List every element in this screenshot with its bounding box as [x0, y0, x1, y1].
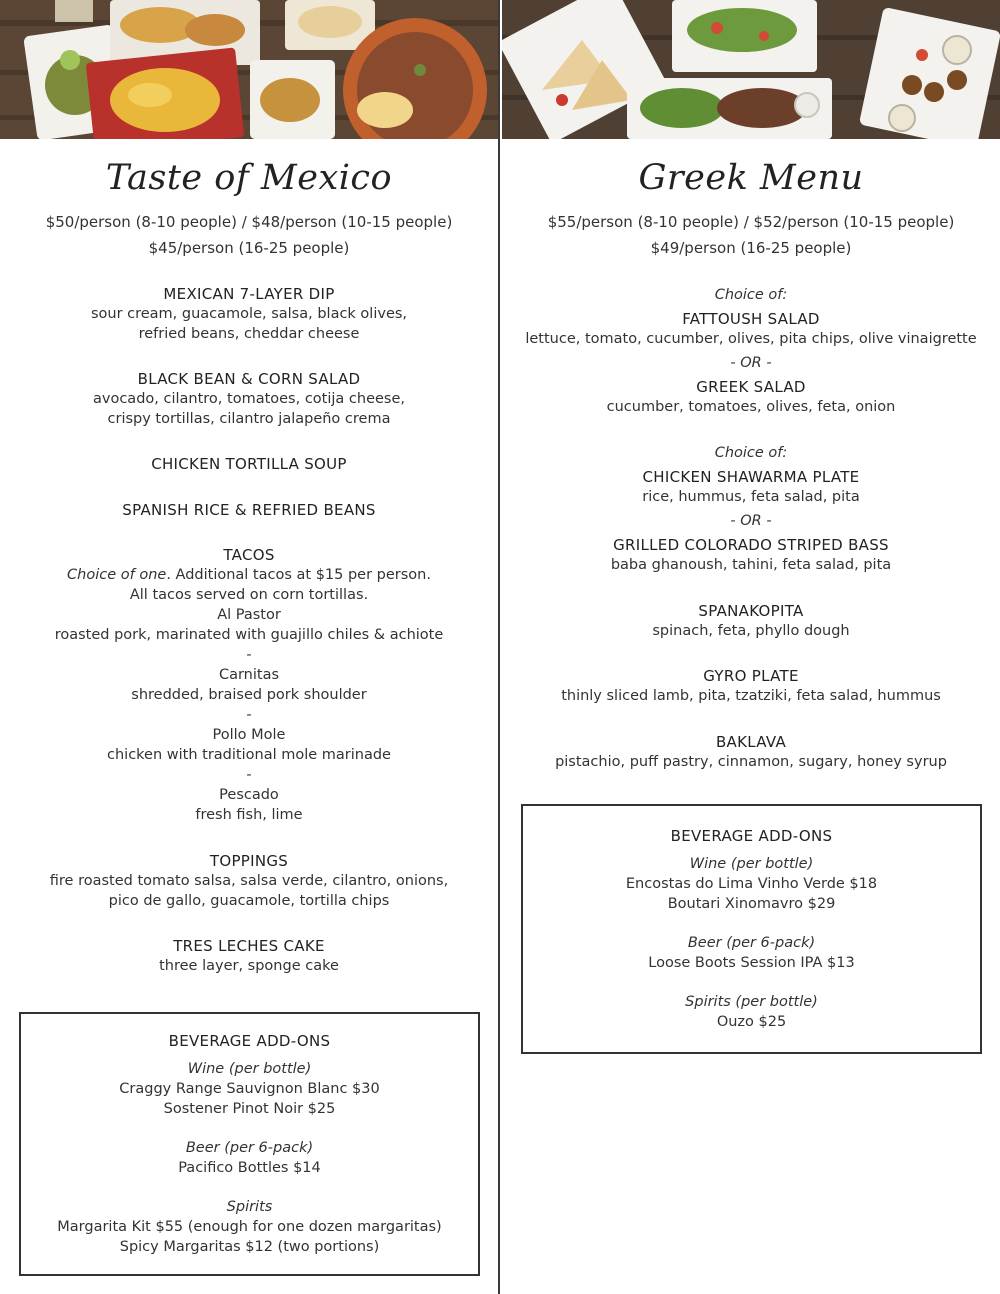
item-desc: pico de gallo, guacamole, tortilla chips [108, 893, 390, 909]
item-desc: crispy tortillas, cilantro jalapeño crema [107, 411, 391, 427]
cake-item [0, 936, 498, 976]
greek-beverage-box [521, 804, 982, 1054]
toppings-item [0, 851, 498, 911]
item-desc: sour cream, guacamole, salsa, black olives, [90, 306, 408, 322]
greek-price-line-1: $55/person (8-10 people) / $52/person (10-15 people) [547, 213, 955, 231]
taco-name: Pollo Mole [212, 727, 286, 743]
choice-label: Choice of: [714, 287, 788, 303]
beer-item: Pacifico Bottles $14 [178, 1160, 321, 1176]
item-desc: rice, hummus, feta salad, pita [642, 489, 860, 505]
choice-label: Choice of: [714, 445, 788, 461]
taco-separator: - [246, 647, 252, 663]
gyro-item [502, 666, 1000, 706]
item-desc: avocado, cilantro, tomatoes, cotija cheese, [93, 391, 405, 407]
greek-column [502, 0, 1000, 1294]
taco-desc: shredded, braised pork shoulder [131, 687, 367, 703]
item-name: FATTOUSH SALAD [682, 310, 820, 328]
wine-item: Sostener Pinot Noir $25 [163, 1101, 336, 1117]
spirits-item: Spicy Margaritas $12 (two portions) [119, 1239, 380, 1255]
item-name: MEXICAN 7-LAYER DIP [163, 285, 335, 303]
wine-item: Encostas do Lima Vinho Verde $18 [625, 876, 878, 892]
mexico-price-line-2: $45/person (16-25 people) [148, 239, 350, 257]
item-desc: lettuce, tomato, cucumber, olives, pita chips, olive vinaigrette [525, 331, 977, 347]
taco-name: Carnitas [218, 667, 280, 683]
mexico-column [0, 0, 498, 1294]
or-separator: - OR - [730, 513, 772, 529]
item-name: BAKLAVA [715, 733, 787, 751]
item-desc: thinly sliced lamb, pita, tzatziki, feta salad, hummus [561, 688, 941, 704]
wine-item: Craggy Range Sauvignon Blanc $30 [119, 1081, 380, 1097]
item-name: GRILLED COLORADO STRIPED BASS [613, 536, 889, 554]
taco-separator: - [246, 707, 252, 723]
dip-item [0, 284, 498, 344]
item-desc: three layer, sponge cake [159, 958, 339, 974]
beer-label: Beer (per 6-pack) [185, 1140, 314, 1156]
tacos-section [0, 545, 498, 825]
item-name: SPANAKOPITA [698, 602, 804, 620]
spirits-label: Spirits [226, 1199, 273, 1215]
taco-desc: roasted pork, marinated with guajillo chiles & achiote [54, 627, 444, 643]
item-name: SPANISH RICE & REFRIED BEANS [122, 501, 376, 519]
item-name: CHICKEN TORTILLA SOUP [151, 455, 347, 473]
tacos-note: All tacos served on corn tortillas. [129, 587, 369, 603]
item-name: TOPPINGS [209, 852, 289, 870]
rice-item [0, 500, 498, 520]
taco-name: Al Pastor [217, 607, 281, 623]
baklava-item [502, 732, 1000, 772]
tacos-choice-line [0, 565, 498, 585]
item-desc: fire roasted tomato salsa, salsa verde, cilantro, onions, [49, 873, 449, 889]
wine-label: Wine (per bottle) [187, 1061, 312, 1077]
taco-name: Pescado [219, 787, 279, 803]
spirits-item: Ouzo $25 [716, 1014, 787, 1030]
greek-food-photo [502, 0, 1000, 139]
beverage-title: BEVERAGE ADD-ONS [670, 827, 833, 845]
spanakopita-item [502, 601, 1000, 641]
spirits-label: Spirits (per bottle) [685, 994, 818, 1010]
taco-desc: chicken with traditional mole marinade [107, 747, 391, 763]
item-name: BLACK BEAN & CORN SALAD [137, 370, 361, 388]
beer-item: Loose Boots Session IPA $13 [648, 955, 855, 971]
mexico-price-line-1: $50/person (8-10 people) / $48/person (10-15 people) [45, 213, 453, 231]
greek-title: Greek Menu [638, 158, 864, 198]
choice-rest: . Additional tacos at $15 per person. [166, 567, 431, 583]
item-desc: spinach, feta, phyllo dough [652, 623, 850, 639]
soup-item [0, 454, 498, 474]
choice-italic: Choice of one [67, 567, 167, 583]
greek-price-line-2: $49/person (16-25 people) [650, 239, 852, 257]
column-divider [498, 0, 500, 1294]
beverage-title: BEVERAGE ADD-ONS [168, 1032, 331, 1050]
item-desc: pistachio, puff pastry, cinnamon, sugary, honey syrup [555, 754, 947, 770]
item-name: GREEK SALAD [696, 378, 806, 396]
mexico-title: Taste of Mexico [105, 158, 393, 198]
item-desc: cucumber, tomatoes, olives, feta, onion [606, 399, 896, 415]
spirits-item: Margarita Kit $55 (enough for one dozen margaritas) [57, 1219, 442, 1235]
taco-separator: - [246, 767, 252, 783]
item-name: GYRO PLATE [703, 667, 799, 685]
item-name: TRES LECHES CAKE [173, 937, 325, 955]
wine-item: Boutari Xinomavro $29 [667, 896, 836, 912]
item-name: CHICKEN SHAWARMA PLATE [642, 468, 860, 486]
item-desc: baba ghanoush, tahini, feta salad, pita [610, 557, 892, 573]
wine-label: Wine (per bottle) [689, 856, 814, 872]
mexico-beverage-box [19, 1012, 480, 1276]
mexican-food-photo [0, 0, 498, 139]
entree-choice-section [502, 443, 1000, 575]
item-name: TACOS [223, 546, 275, 564]
or-separator: - OR - [730, 355, 772, 371]
item-desc: refried beans, cheddar cheese [138, 326, 360, 342]
beer-label: Beer (per 6-pack) [687, 935, 816, 951]
salad-choice-section [502, 285, 1000, 417]
corn-salad-item [0, 369, 498, 429]
taco-desc: fresh fish, lime [195, 807, 303, 823]
